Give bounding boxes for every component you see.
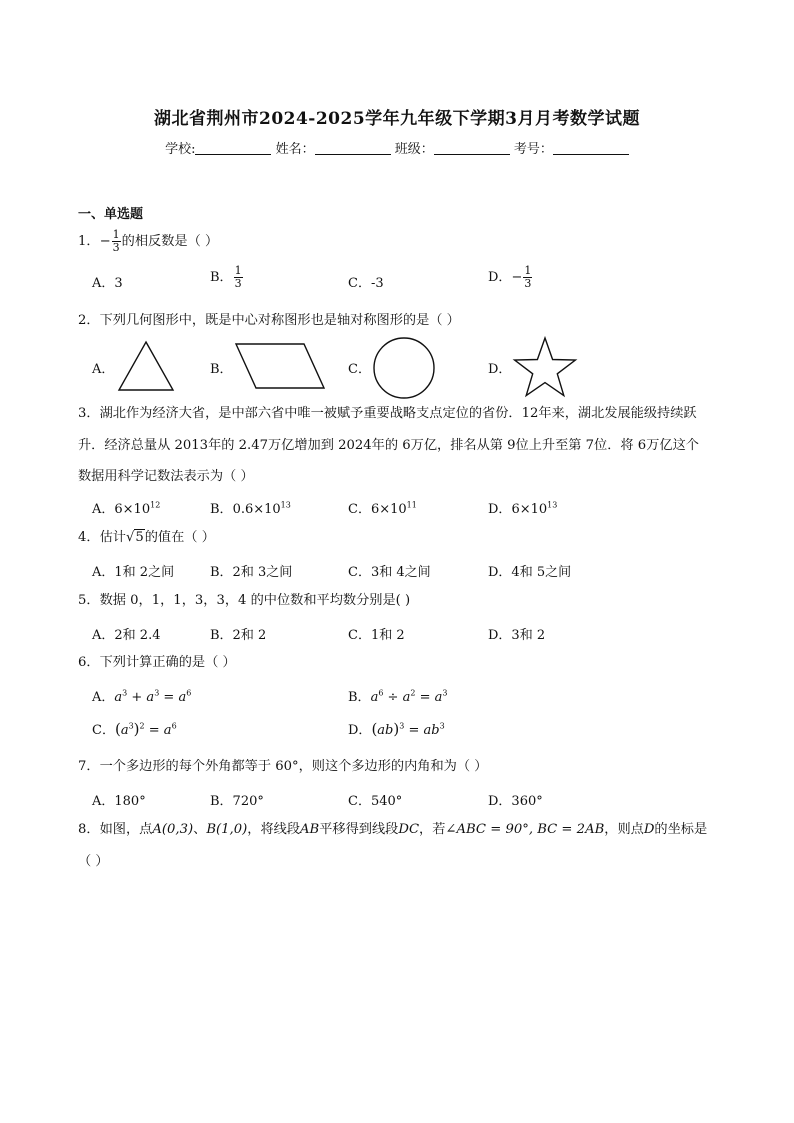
circle-icon[interactable] bbox=[372, 336, 436, 400]
option-a[interactable]: A．180° bbox=[92, 794, 146, 809]
question-number: 1． bbox=[78, 234, 100, 249]
option-d[interactable] bbox=[488, 498, 557, 517]
class-label: 班级： bbox=[394, 142, 434, 157]
option-label: B． bbox=[348, 690, 371, 705]
exponent: 12 bbox=[150, 500, 161, 510]
option-label: C． bbox=[92, 723, 115, 738]
option-d[interactable]: D．4和 5之间 bbox=[488, 565, 572, 580]
fraction-numerator: 1 bbox=[234, 264, 242, 277]
question-3-line-3: 数据用科学记数法表示为（ ） bbox=[78, 469, 254, 484]
option-d[interactable] bbox=[488, 265, 533, 290]
separator: 、 bbox=[193, 822, 207, 837]
school-label: 学校: bbox=[165, 142, 196, 157]
minus-sign: − bbox=[511, 270, 523, 285]
fraction bbox=[523, 265, 532, 290]
page-title: 湖北省荆州市2024-2025学年九年级下学期3月月考数学试题 bbox=[153, 109, 640, 129]
option-d[interactable]: D．360° bbox=[488, 794, 543, 809]
class-blank[interactable] bbox=[434, 142, 510, 155]
option-b[interactable]: B．2和 3之间 bbox=[210, 565, 293, 580]
question-text: ，则点 bbox=[604, 822, 644, 837]
fraction bbox=[112, 229, 121, 254]
option-b[interactable]: B．720° bbox=[210, 794, 264, 809]
minus-sign: − bbox=[99, 234, 111, 249]
radicand: 5 bbox=[135, 530, 144, 545]
parallelogram-icon[interactable] bbox=[234, 342, 326, 390]
option-c[interactable] bbox=[348, 498, 417, 517]
point-b: B(1,0) bbox=[206, 822, 248, 837]
option-a[interactable]: A．1和 2之间 bbox=[92, 565, 175, 580]
option-label: B． bbox=[210, 502, 233, 517]
number-label: 考号： bbox=[513, 142, 553, 157]
option-b[interactable]: B．$a^6 \div a^2 = a^3$ bbox=[348, 688, 448, 705]
question-3-options bbox=[92, 498, 712, 524]
option-value: 0.6×10 bbox=[232, 502, 281, 517]
question-text: 4．估计 bbox=[78, 530, 126, 545]
option-value: 6×10 bbox=[370, 502, 407, 517]
question-text-end: 的值在（ ） bbox=[144, 530, 215, 545]
question-1-options bbox=[92, 264, 712, 298]
school-blank[interactable] bbox=[195, 142, 271, 155]
question-1 bbox=[78, 226, 218, 258]
condition: ∠ABC = 90°, BC = 2AB bbox=[445, 822, 605, 837]
option-b[interactable] bbox=[210, 498, 291, 517]
question-text: ，若 bbox=[419, 822, 446, 837]
question-2: 2．下列几何图形中，既是中心对称图形也是轴对称图形的是（ ） bbox=[78, 313, 460, 328]
question-text: 的相反数是（ ） bbox=[121, 234, 219, 249]
triangle-icon[interactable] bbox=[116, 340, 176, 392]
question-8-line-1 bbox=[78, 814, 707, 846]
option-b-label[interactable]: B． bbox=[210, 362, 233, 377]
fraction-denominator: 3 bbox=[112, 241, 120, 254]
fraction-denominator: 3 bbox=[524, 277, 532, 290]
fraction-numerator: 1 bbox=[524, 264, 532, 277]
option-value: 6×10 bbox=[114, 502, 151, 517]
question-text: 平移得到线段 bbox=[319, 822, 399, 837]
question-5: 5．数据 0，1，1，3，3，4 的中位数和平均数分别是( ) bbox=[78, 593, 411, 608]
option-label: D． bbox=[488, 502, 512, 517]
option-a[interactable]: A．2和 2.4 bbox=[92, 628, 161, 643]
option-d-label[interactable]: D． bbox=[488, 362, 512, 377]
option-c[interactable]: C．3和 4之间 bbox=[348, 565, 431, 580]
option-a[interactable]: A．$a^3 + a^3 = a^6$ bbox=[92, 688, 192, 705]
option-label: D． bbox=[348, 723, 372, 738]
number-blank[interactable] bbox=[553, 142, 629, 155]
option-a[interactable] bbox=[92, 498, 160, 517]
square-root: √5 bbox=[125, 530, 144, 545]
section-title: 一、单选题 bbox=[78, 207, 144, 222]
option-b[interactable] bbox=[210, 265, 244, 290]
point-a: A(0,3) bbox=[152, 822, 194, 837]
question-6-options-row-2 bbox=[92, 719, 712, 745]
segment-dc: DC bbox=[398, 822, 420, 837]
option-c[interactable]: C．1和 2 bbox=[348, 628, 405, 643]
option-d[interactable]: D．3和 2 bbox=[488, 628, 546, 643]
option-b[interactable]: B．2和 2 bbox=[210, 628, 267, 643]
option-label: A． bbox=[92, 690, 115, 705]
option-a-label[interactable]: A． bbox=[92, 362, 115, 377]
option-label: B． bbox=[210, 270, 233, 285]
fraction bbox=[234, 265, 243, 290]
question-text: 8．如图，点 bbox=[78, 822, 153, 837]
question-text: ，将线段 bbox=[247, 822, 301, 837]
question-text-end: 的坐标是 bbox=[654, 822, 708, 837]
exponent: 13 bbox=[280, 500, 291, 510]
question-7-options bbox=[92, 790, 712, 816]
option-c[interactable] bbox=[348, 272, 384, 291]
question-7: 7．一个多边形的每个外角都等于 60°，则这个多边形的内角和为（ ） bbox=[78, 759, 488, 774]
option-c[interactable]: C．$(a^3)^2 = a^6$ bbox=[92, 720, 177, 738]
name-label: 姓名： bbox=[275, 142, 315, 157]
question-8-line-2: （ ） bbox=[78, 854, 109, 869]
option-label: D． bbox=[488, 270, 512, 285]
option-label: A． bbox=[92, 502, 115, 517]
option-c-label[interactable]: C． bbox=[348, 362, 371, 377]
question-4-options bbox=[92, 561, 712, 587]
point-d: D bbox=[643, 822, 655, 837]
question-3-line-1: 3．湖北作为经济大省，是中部六省中唯一被赋予重要战略支点定位的省份．12年来，湖北发展能级持续跃 bbox=[78, 406, 697, 421]
name-blank[interactable] bbox=[315, 142, 391, 155]
option-label: A． bbox=[92, 276, 115, 291]
fraction-denominator: 3 bbox=[234, 277, 242, 290]
option-c[interactable]: C．540° bbox=[348, 794, 403, 809]
question-3-line-2: 升．经济总量从 2013年的 2.47万亿增加到 2024年的 6万亿，排名从第 9位上升至第 7位．将 6万亿这个 bbox=[78, 438, 699, 453]
question-6-options-row-1 bbox=[92, 686, 712, 712]
option-value: 3 bbox=[114, 276, 123, 291]
option-d[interactable]: D．$(ab)^3 = ab^3$ bbox=[348, 720, 445, 738]
question-4 bbox=[78, 522, 215, 554]
question-2-options bbox=[92, 334, 712, 398]
option-a[interactable] bbox=[92, 272, 123, 291]
option-label: C． bbox=[348, 502, 371, 517]
option-value: 6×10 bbox=[511, 502, 548, 517]
star-icon[interactable] bbox=[512, 336, 578, 398]
question-6: 6．下列计算正确的是（ ） bbox=[78, 655, 236, 670]
exponent: 11 bbox=[406, 500, 417, 510]
option-label: C． bbox=[348, 276, 371, 291]
fraction-numerator: 1 bbox=[112, 228, 120, 241]
student-info-line bbox=[0, 138, 794, 157]
exponent: 13 bbox=[547, 500, 558, 510]
segment-ab: AB bbox=[300, 822, 320, 837]
option-value: -3 bbox=[370, 276, 384, 291]
